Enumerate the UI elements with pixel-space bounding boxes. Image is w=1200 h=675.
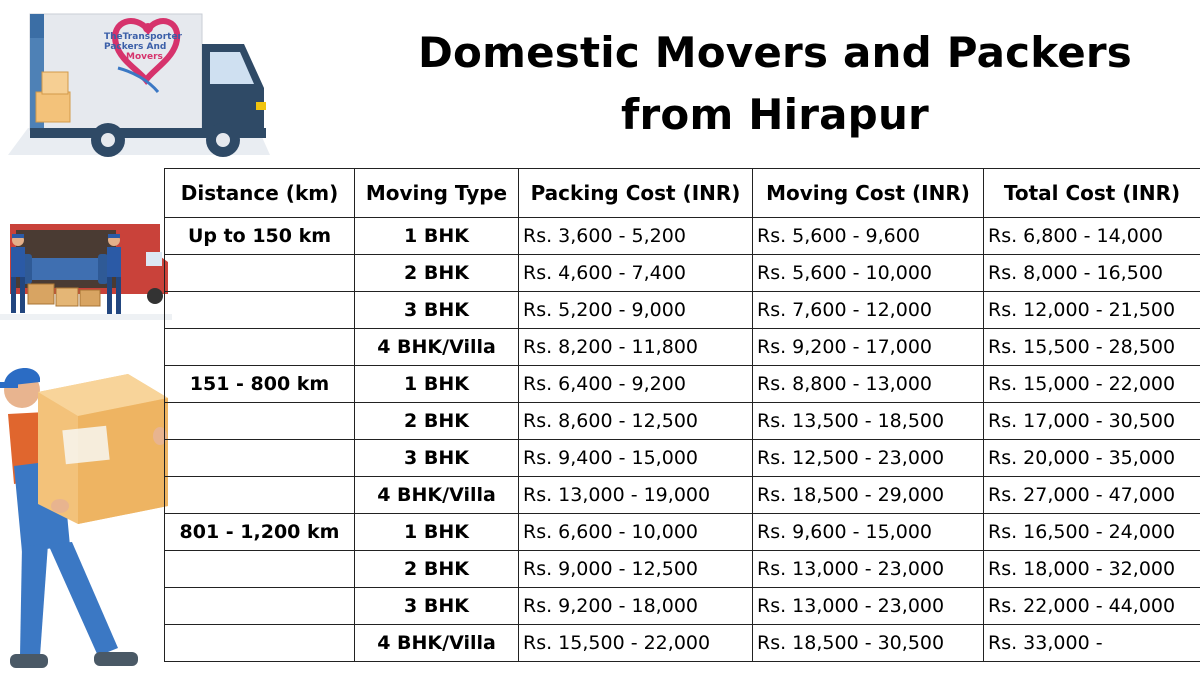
total-cost-cell: Rs. 12,000 - 21,500 bbox=[984, 292, 1200, 329]
logo-text bbox=[104, 32, 182, 62]
moving-type-cell: 1 BHK bbox=[355, 514, 519, 551]
distance-cell bbox=[165, 477, 355, 514]
rates-table bbox=[164, 168, 1200, 662]
moving-cost-cell: Rs. 7,600 - 12,000 bbox=[753, 292, 984, 329]
packing-cost-cell: Rs. 6,600 - 10,000 bbox=[519, 514, 753, 551]
moving-cost-cell: Rs. 13,000 - 23,000 bbox=[753, 588, 984, 625]
total-cost-cell: Rs. 8,000 - 16,500 bbox=[984, 255, 1200, 292]
moving-type-cell: 4 BHK/Villa bbox=[355, 329, 519, 366]
distance-cell bbox=[165, 588, 355, 625]
moving-type-cell: 4 BHK/Villa bbox=[355, 477, 519, 514]
table-row bbox=[165, 625, 1200, 662]
moving-type-cell: 4 BHK/Villa bbox=[355, 625, 519, 662]
distance-cell bbox=[165, 403, 355, 440]
header-distance: Distance (km) bbox=[165, 169, 355, 218]
total-cost-cell: Rs. 6,800 - 14,000 bbox=[984, 218, 1200, 255]
table-row bbox=[165, 255, 1200, 292]
total-cost-cell: Rs. 18,000 - 32,000 bbox=[984, 551, 1200, 588]
packing-cost-cell: Rs. 8,200 - 11,800 bbox=[519, 329, 753, 366]
table-row bbox=[165, 514, 1200, 551]
packing-cost-cell: Rs. 3,600 - 5,200 bbox=[519, 218, 753, 255]
packing-cost-cell: Rs. 15,500 - 22,000 bbox=[519, 625, 753, 662]
distance-cell bbox=[165, 625, 355, 662]
table-header-row bbox=[165, 169, 1200, 218]
distance-cell bbox=[165, 292, 355, 329]
table-row bbox=[165, 588, 1200, 625]
table-row bbox=[165, 551, 1200, 588]
packing-cost-cell: Rs. 9,000 - 12,500 bbox=[519, 551, 753, 588]
total-cost-cell: Rs. 27,000 - 47,000 bbox=[984, 477, 1200, 514]
packing-cost-cell: Rs. 9,400 - 15,000 bbox=[519, 440, 753, 477]
moving-cost-cell: Rs. 12,500 - 23,000 bbox=[753, 440, 984, 477]
table-row bbox=[165, 329, 1200, 366]
distance-cell bbox=[165, 329, 355, 366]
header-total-cost: Total Cost (INR) bbox=[984, 169, 1200, 218]
moving-cost-cell: Rs. 9,600 - 15,000 bbox=[753, 514, 984, 551]
moving-cost-cell: Rs. 8,800 - 13,000 bbox=[753, 366, 984, 403]
total-cost-cell: Rs. 20,000 - 35,000 bbox=[984, 440, 1200, 477]
packing-cost-cell: Rs. 6,400 - 9,200 bbox=[519, 366, 753, 403]
page-title-line2: from Hirapur bbox=[621, 90, 929, 139]
distance-cell: 151 - 800 km bbox=[165, 366, 355, 403]
moving-cost-cell: Rs. 18,500 - 30,500 bbox=[753, 625, 984, 662]
packing-cost-cell: Rs. 8,600 - 12,500 bbox=[519, 403, 753, 440]
distance-cell bbox=[165, 551, 355, 588]
moving-type-cell: 2 BHK bbox=[355, 403, 519, 440]
page-title-line1: Domestic Movers and Packers bbox=[417, 28, 1133, 77]
moving-type-cell: 3 BHK bbox=[355, 440, 519, 477]
moving-type-cell: 1 BHK bbox=[355, 218, 519, 255]
table-row bbox=[165, 292, 1200, 329]
table-row bbox=[165, 477, 1200, 514]
moving-cost-cell: Rs. 13,000 - 23,000 bbox=[753, 551, 984, 588]
moving-type-cell: 3 BHK bbox=[355, 588, 519, 625]
header-moving-type: Moving Type bbox=[355, 169, 519, 218]
table-row bbox=[165, 403, 1200, 440]
total-cost-cell: Rs. 15,500 - 28,500 bbox=[984, 329, 1200, 366]
rates-table-body bbox=[165, 218, 1200, 662]
table-row bbox=[165, 366, 1200, 403]
total-cost-cell: Rs. 33,000 - bbox=[984, 625, 1200, 662]
moving-type-cell: 2 BHK bbox=[355, 551, 519, 588]
distance-cell: Up to 150 km bbox=[165, 218, 355, 255]
moving-cost-cell: Rs. 13,500 - 18,500 bbox=[753, 403, 984, 440]
movers-loading-sofa-illustration bbox=[0, 222, 172, 320]
total-cost-cell: Rs. 15,000 - 22,000 bbox=[984, 366, 1200, 403]
header-packing-cost: Packing Cost (INR) bbox=[519, 169, 753, 218]
moving-type-cell: 1 BHK bbox=[355, 366, 519, 403]
total-cost-cell: Rs. 17,000 - 30,500 bbox=[984, 403, 1200, 440]
packing-cost-cell: Rs. 9,200 - 18,000 bbox=[519, 588, 753, 625]
moving-cost-cell: Rs. 5,600 - 10,000 bbox=[753, 255, 984, 292]
moving-cost-cell: Rs. 9,200 - 17,000 bbox=[753, 329, 984, 366]
packing-cost-cell: Rs. 4,600 - 7,400 bbox=[519, 255, 753, 292]
page-title bbox=[400, 22, 1150, 146]
table-row bbox=[165, 440, 1200, 477]
logo-text-line2: Packers And bbox=[104, 42, 167, 52]
logo-text-line3: Movers bbox=[126, 52, 163, 62]
total-cost-cell: Rs. 22,000 - 44,000 bbox=[984, 588, 1200, 625]
moving-type-cell: 3 BHK bbox=[355, 292, 519, 329]
total-cost-cell: Rs. 16,500 - 24,000 bbox=[984, 514, 1200, 551]
table-row bbox=[165, 218, 1200, 255]
worker-carrying-box-illustration bbox=[0, 356, 172, 674]
packing-cost-cell: Rs. 5,200 - 9,000 bbox=[519, 292, 753, 329]
logo-text-line1: TheTransporter bbox=[104, 32, 182, 42]
header-moving-cost: Moving Cost (INR) bbox=[753, 169, 984, 218]
packing-cost-cell: Rs. 13,000 - 19,000 bbox=[519, 477, 753, 514]
moving-cost-cell: Rs. 18,500 - 29,000 bbox=[753, 477, 984, 514]
moving-type-cell: 2 BHK bbox=[355, 255, 519, 292]
distance-cell bbox=[165, 440, 355, 477]
moving-cost-cell: Rs. 5,600 - 9,600 bbox=[753, 218, 984, 255]
distance-cell bbox=[165, 255, 355, 292]
distance-cell: 801 - 1,200 km bbox=[165, 514, 355, 551]
